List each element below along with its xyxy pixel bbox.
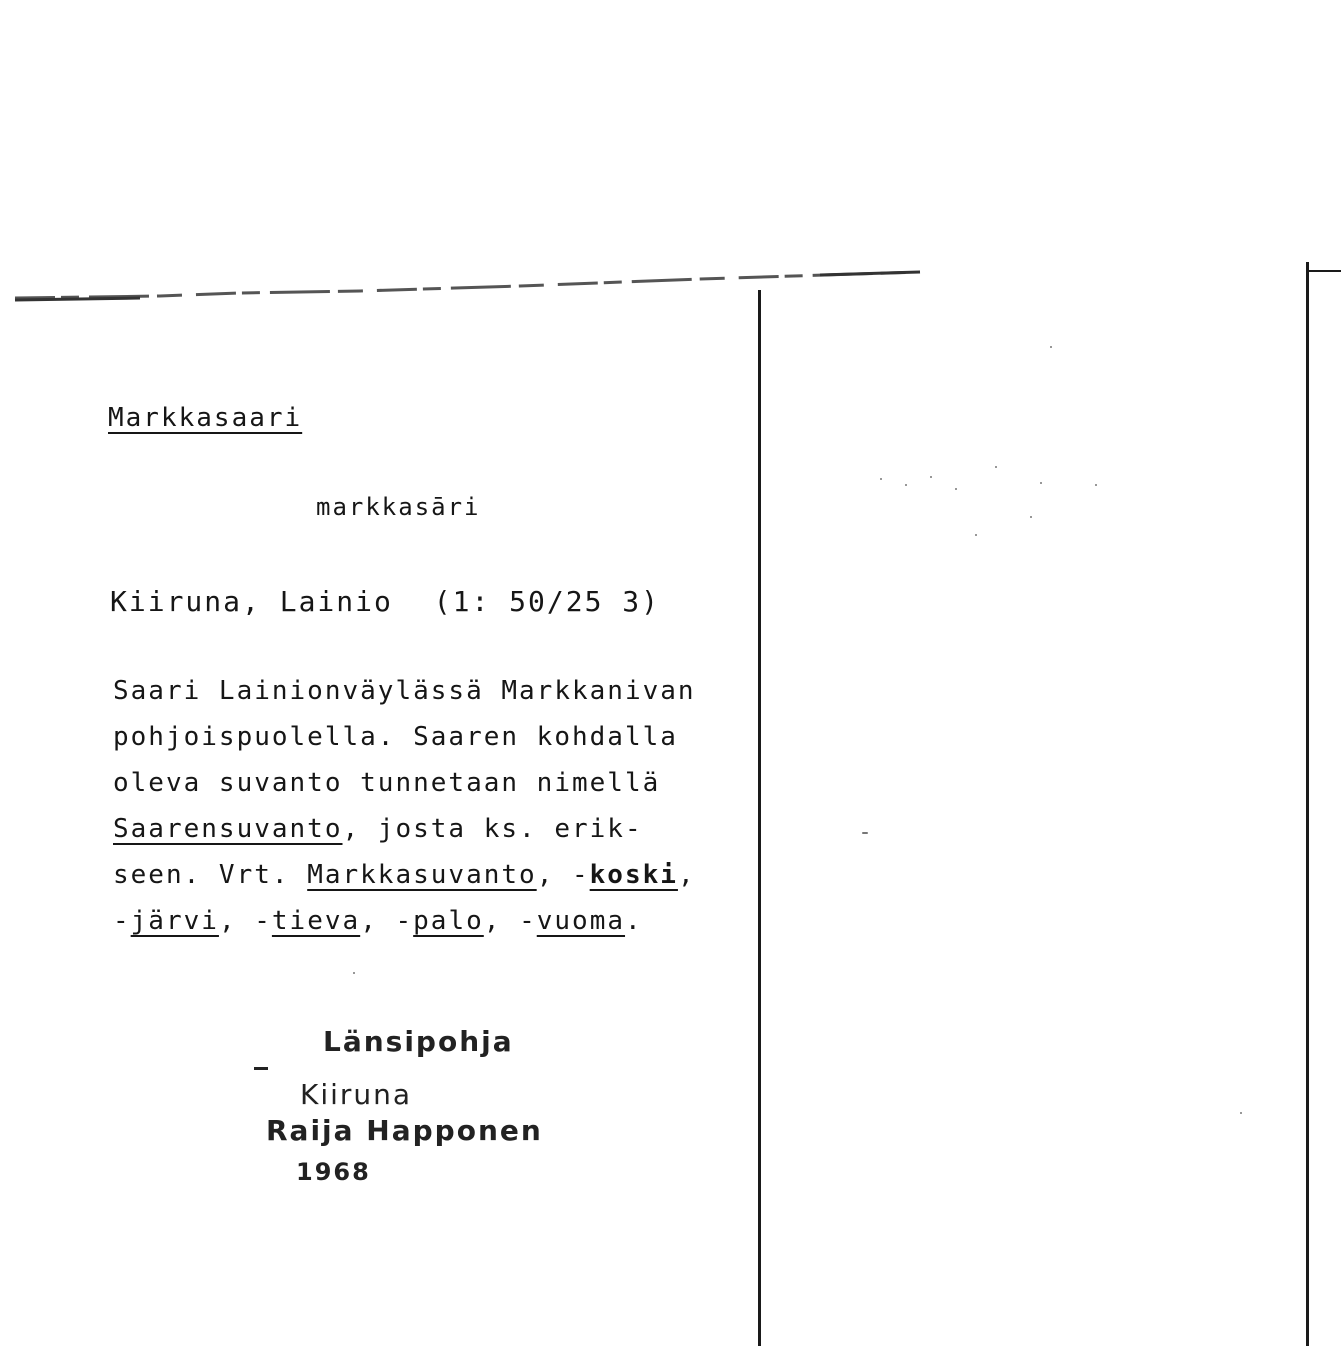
description-line-3: oleva suvanto tunnetaan nimellä [113,768,661,798]
stamp-collector: Raija Happonen [266,1114,543,1147]
card-divider-line [758,290,761,1346]
cross-reference-koski: koski [589,860,678,890]
description-text: , [677,860,696,890]
stamp-year: 1968 [296,1158,371,1186]
cross-reference-palo: palo [413,906,484,936]
scan-speck [995,466,997,468]
scan-speck [1240,1112,1242,1114]
scan-speck [353,972,355,974]
right-card-top-stub [1306,270,1341,272]
description-text: , - [218,906,272,936]
cross-reference-tieva: tieva [271,906,361,936]
scan-speck [880,478,882,480]
right-card-edge [1306,262,1309,1346]
description-text: , - [483,906,537,936]
cross-reference-jarvi: järvi [130,906,219,936]
description-line-2: pohjoispuolella. Saaren kohdalla [113,722,678,752]
description-text: , - [536,860,590,890]
description-text: , josta ks. erik- [342,814,643,844]
scan-speck [1050,346,1052,348]
cross-reference-saarensuvanto: Saarensuvanto [113,814,343,844]
description-line-6 [113,906,643,936]
description-text: . [625,906,643,936]
description-text: - [113,906,131,936]
stamp-parish: Kiiruna [300,1078,413,1111]
cross-reference-markkasuvanto: Markkasuvanto [307,860,537,890]
stamp-region: Länsipohja [323,1025,514,1058]
scan-speck [1030,516,1032,518]
scan-speck [955,488,957,490]
pronunciation: markkasāri [316,493,481,521]
card-top-edge [0,262,940,306]
scan-speck [975,534,977,536]
headword-title: Markkasaari [108,403,303,433]
description-text: seen. Vrt. [113,860,308,890]
description-line-5 [113,860,696,890]
scan-speck [905,484,907,486]
scan-speck [1095,484,1097,486]
scan-speck [862,832,868,834]
cross-reference-vuoma: vuoma [536,906,626,936]
description-text: , - [360,906,414,936]
stamp-mark [254,1067,268,1070]
description-line-4 [113,814,643,844]
location-line [110,585,660,618]
scan-speck [1040,482,1042,484]
scan-speck [930,476,932,478]
description-line-1: Saari Lainionväylässä Markkanivan [113,676,696,706]
location-text: Kiiruna, Lainio [110,585,393,618]
map-reference: (1: 50/25 3) [433,585,661,618]
